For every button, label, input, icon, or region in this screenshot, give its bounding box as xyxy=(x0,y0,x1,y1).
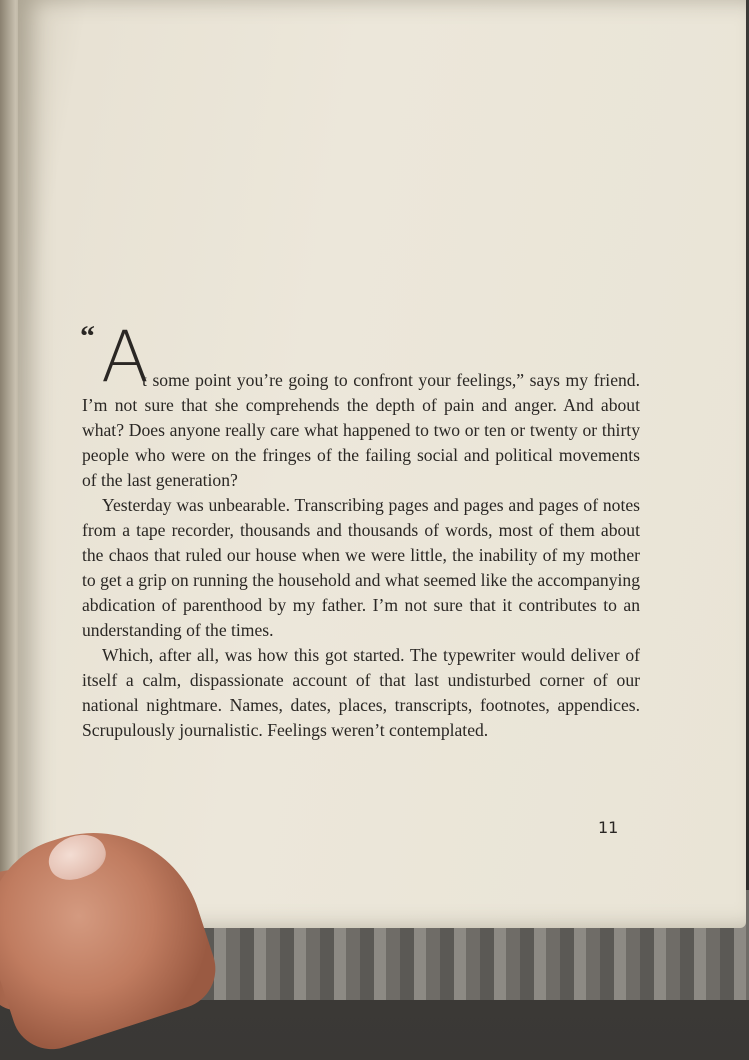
page-number: 11 xyxy=(598,818,619,837)
body-text xyxy=(82,316,640,743)
paragraph-2: Yesterday was unbearable. Transcribing pages and pages and pages of notes from a tape recorder, thousands and thousands of words, most of them about the chaos that ruled our house when we were little, the inability of my mother to get a grip on running the household and what seemed like the accompanying abdication of parenthood by my father. I’m not sure that it contributes to an understanding of the times. xyxy=(82,495,640,640)
drop-cap-letter: A xyxy=(101,316,149,398)
paragraph-1: t some point you’re going to confront your feelings,” says my friend. I’m not sure that she comprehends the depth of pain and anger. And about what? Does anyone really care what happened to two or ten or twenty or thirty people who were on the fringes of the failing social and political movements of the last generation? xyxy=(82,370,640,490)
opening-quote-mark: “ xyxy=(80,320,95,353)
paragraph-3: Which, after all, was how this got started. The typewriter would deliver of itself a calm, dispassionate account of that last undisturbed corner of our national nightmare. Names, dates, places, transcripts, footnotes, appendices. Scrupulously journalistic. Feelings weren’t contemplated. xyxy=(82,645,640,740)
book-page xyxy=(18,0,746,928)
